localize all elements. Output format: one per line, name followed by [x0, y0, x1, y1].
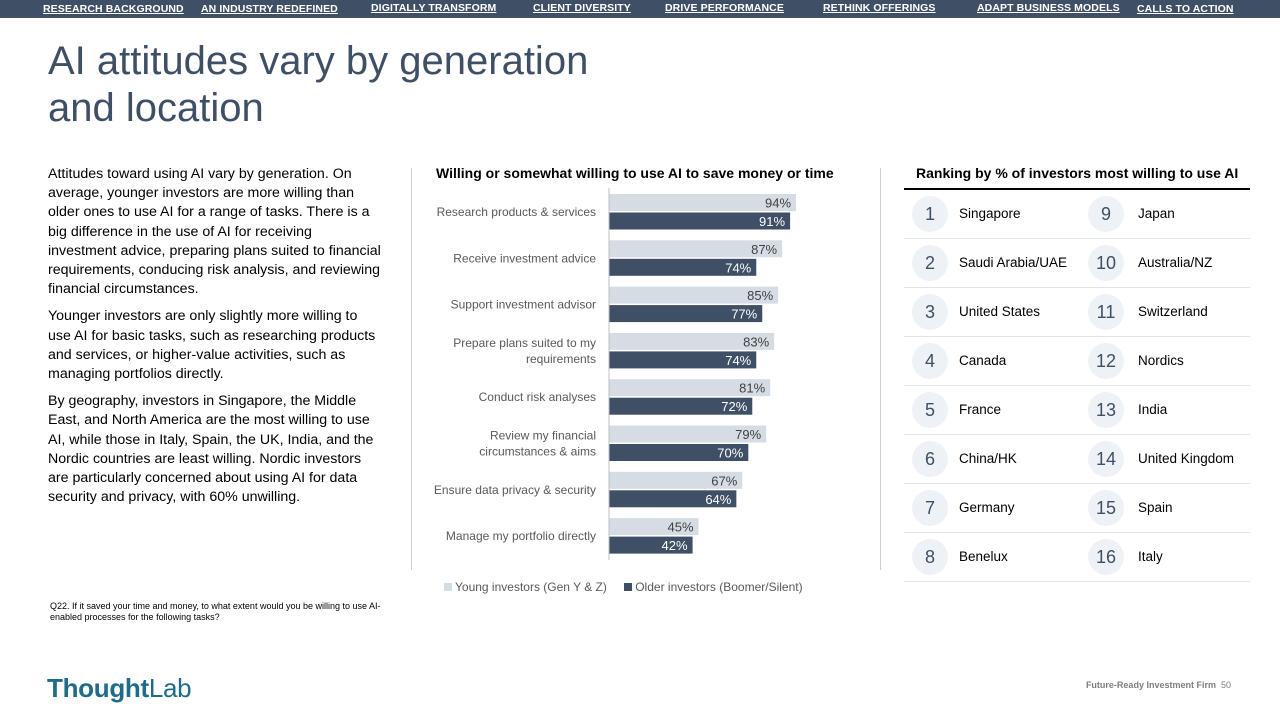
thoughtlab-logo — [47, 673, 191, 704]
rank-number: 12 — [1088, 343, 1124, 379]
data-label-older: 72% — [721, 399, 748, 415]
category-label — [479, 390, 596, 404]
ranking-item — [904, 533, 1077, 580]
rank-country: Nordics — [1138, 353, 1184, 368]
category-label-line: Research products & services — [436, 205, 596, 219]
data-label-young: 45% — [667, 519, 694, 535]
rank-country: Benelux — [959, 549, 1008, 564]
ranking-item — [1084, 190, 1257, 237]
rank-country: India — [1138, 402, 1168, 417]
ranking-item — [904, 435, 1077, 482]
data-label-older: 74% — [725, 352, 752, 368]
data-label-young: 85% — [747, 288, 774, 304]
top-nav — [0, 0, 1280, 18]
ranking-item — [1084, 288, 1257, 335]
rank-number: 7 — [912, 490, 948, 526]
ranking-item — [1084, 337, 1257, 384]
rank-country: Switzerland — [1138, 304, 1208, 319]
paragraph-generation: Attitudes toward using AI vary by generation. On average, younger investors are more willing than older ones to use AI for a range of tasks. There is a big difference in the use of AI for receiving investment advice, preparing plans suited to financial requirements, conducing risk analysis, and reviewing financial circumstances. — [48, 166, 381, 298]
ranking-item — [904, 337, 1077, 384]
category-label-line: Ensure data privacy & security — [433, 482, 596, 497]
category-label-line: Receive investment advice — [453, 251, 596, 266]
nav-digitally-transform[interactable]: DIGITALLY TRANSFORM — [371, 2, 497, 14]
logo-regular: Lab — [148, 673, 192, 703]
paragraph-younger-investors: Younger investors are only slightly more willing to use AI for basic tasks, such as researching products and services, or higher-value activities, such as managing portfolios directly. — [48, 308, 376, 383]
rank-country: Germany — [959, 500, 1015, 515]
ranking-row — [904, 337, 1250, 386]
rank-country: Spain — [1138, 500, 1173, 515]
category-label-line: Review my financial — [489, 428, 596, 443]
nav-rethink-offerings[interactable]: RETHINK OFFERINGS — [823, 2, 936, 14]
ranking-row — [904, 288, 1250, 337]
rank-country: United States — [959, 304, 1041, 319]
rank-number: 13 — [1088, 392, 1124, 428]
logo-bold: Thought — [47, 673, 149, 703]
rank-country: Singapore — [959, 206, 1021, 221]
category-label — [434, 483, 596, 497]
data-label-older: 42% — [661, 538, 688, 554]
ranking-item — [1084, 239, 1257, 286]
category-label-line: Support investment advisor — [450, 297, 596, 312]
rank-country: United Kingdom — [1138, 451, 1235, 466]
data-label-older: 70% — [717, 445, 744, 461]
category-label — [446, 529, 596, 543]
nav-calls-to-action[interactable]: CALLS TO ACTION — [1137, 3, 1234, 15]
ranking-item — [1084, 484, 1257, 531]
ranking-item — [1084, 386, 1257, 433]
rank-country: China/HK — [959, 451, 1017, 466]
category-label-line: Prepare plans suited to my — [453, 335, 596, 350]
nav-research-background[interactable]: RESEARCH BACKGROUND — [43, 3, 184, 15]
ranking-title: Ranking by % of investors most willing to use AI — [916, 165, 1239, 181]
data-label-older: 74% — [725, 260, 752, 276]
ranking-item — [1084, 533, 1257, 580]
data-label-young: 81% — [739, 380, 766, 396]
legend-label-older: Older investors (Boomer/Silent) — [635, 580, 803, 594]
ranking-item — [904, 239, 1077, 286]
ranking-row — [904, 190, 1250, 239]
data-label-young: 87% — [751, 241, 778, 257]
ranking-table — [904, 190, 1250, 582]
legend-item-older — [624, 580, 802, 594]
paragraph-geography: By geography, investors in Singapore, the Middle East, and North America are the most willing to use AI, while those in Italy, Spain, the UK, India, and the Nordic countries are least willing. Nordic investors are particularly concerned about using AI for data security and privacy, with 60% unwilling. — [48, 393, 374, 506]
ranking-row — [904, 484, 1250, 533]
footer — [1086, 680, 1231, 690]
rank-number: 6 — [912, 441, 948, 477]
data-label-young: 67% — [711, 473, 738, 489]
category-label — [453, 251, 596, 265]
footer-report: Future-Ready Investment Firm — [1085, 680, 1216, 690]
rank-number: 9 — [1088, 196, 1124, 232]
ranking-item — [1084, 435, 1257, 482]
category-label-line: requirements — [525, 351, 596, 366]
page-number: 50 — [1220, 680, 1231, 690]
body-text — [48, 165, 383, 515]
ranking-item — [904, 190, 1077, 237]
rank-number: 5 — [912, 392, 948, 428]
data-label-young: 94% — [765, 195, 792, 211]
data-label-older: 64% — [705, 491, 732, 507]
rank-number: 10 — [1088, 245, 1124, 281]
nav-drive-performance[interactable]: DRIVE PERFORMANCE — [665, 2, 784, 14]
nav-client-diversity[interactable]: CLIENT DIVERSITY — [533, 2, 631, 14]
rank-number: 14 — [1088, 441, 1124, 477]
legend-swatch-older — [624, 583, 632, 591]
legend-item-young — [444, 580, 607, 594]
ranking-row — [904, 239, 1250, 288]
category-label — [479, 429, 596, 459]
rank-country: Italy — [1138, 549, 1163, 564]
ranking-row — [904, 435, 1250, 484]
rank-number: 1 — [912, 196, 948, 232]
divider-right — [880, 168, 881, 570]
rank-country: Japan — [1138, 206, 1175, 221]
rank-number: 8 — [912, 539, 948, 575]
category-label — [437, 205, 596, 219]
rank-number: 4 — [912, 343, 948, 379]
legend-swatch-young — [444, 583, 452, 591]
category-label-line: circumstances & aims — [479, 444, 596, 459]
chart-title: Willing or somewhat willing to use AI to save money or time — [436, 165, 834, 181]
ranking-item — [904, 484, 1077, 531]
rank-number: 16 — [1088, 539, 1124, 575]
ranking-row — [904, 533, 1250, 582]
legend-label-young: Young investors (Gen Y & Z) — [455, 580, 607, 594]
category-label-line: Manage my portfolio directly — [445, 529, 596, 544]
category-label — [451, 298, 596, 312]
data-label-young: 79% — [735, 427, 762, 442]
category-label — [453, 336, 596, 366]
nav-an-industry-redefined[interactable]: AN INDUSTRY REDEFINED — [201, 3, 338, 15]
ranking-item — [904, 288, 1077, 335]
rank-country: Australia/NZ — [1138, 255, 1213, 270]
data-label-young: 83% — [743, 334, 770, 350]
ranking-row — [904, 386, 1250, 435]
divider-left — [411, 168, 412, 570]
category-label-line: Conduct risk analyses — [478, 390, 596, 405]
rank-country: Canada — [959, 353, 1007, 368]
bar-chart — [420, 188, 860, 573]
rank-number: 11 — [1088, 294, 1124, 330]
data-label-older: 91% — [759, 214, 786, 229]
footnote: Q22. If it saved your time and money, to what extent would you be willing to use AI-enabled processes for the following tasks? — [50, 601, 381, 622]
rank-number: 2 — [912, 245, 948, 281]
rank-number: 15 — [1088, 490, 1124, 526]
data-label-older: 77% — [731, 306, 758, 322]
ranking-item — [904, 386, 1077, 433]
page-title: AI attitudes vary by generation and location — [48, 39, 589, 130]
nav-adapt-business-models[interactable]: ADAPT BUSINESS MODELS — [977, 2, 1120, 14]
rank-number: 3 — [912, 294, 948, 330]
chart-legend — [444, 580, 817, 594]
rank-country: Saudi Arabia/UAE — [959, 255, 1068, 270]
rank-country: France — [959, 402, 1002, 417]
